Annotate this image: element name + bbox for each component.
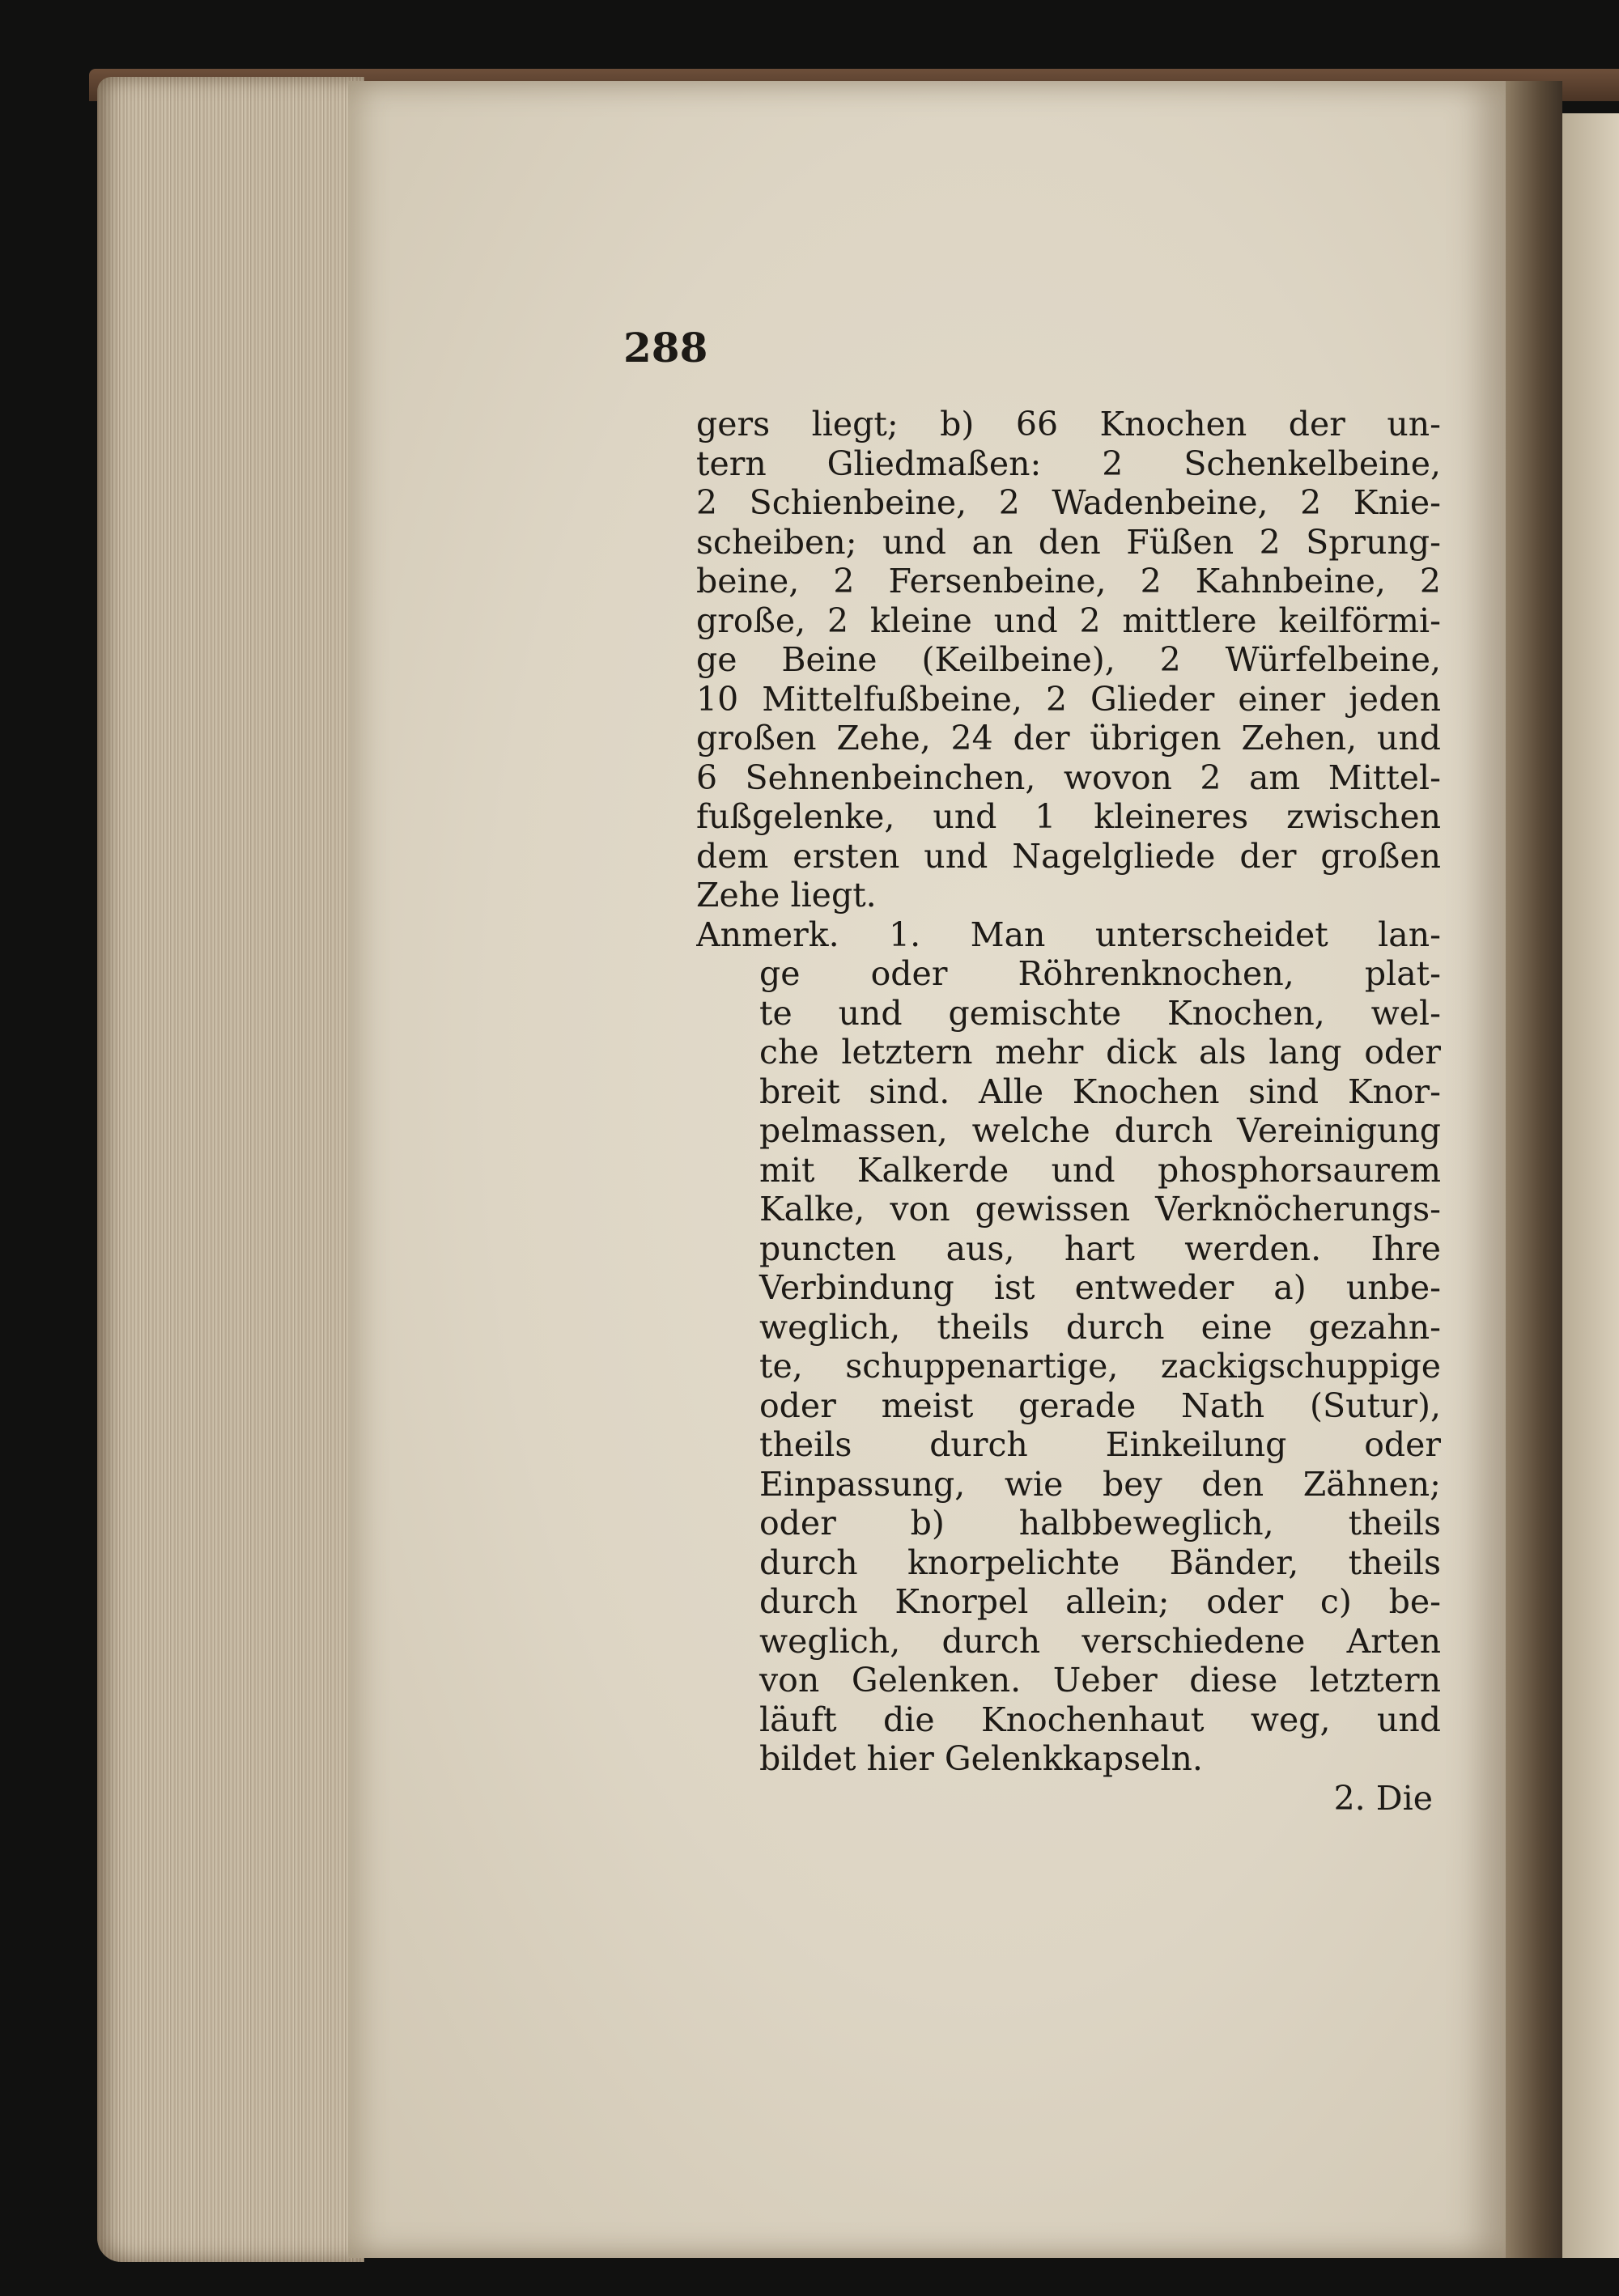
annotation-line: weglich, theils durch eine gezahn- bbox=[759, 1307, 1441, 1347]
annotation-line: Verbindung ist entweder a) unbe- bbox=[759, 1268, 1441, 1307]
catchword: 2. Die bbox=[1333, 1778, 1433, 1818]
text-line: scheiben; und an den Füßen 2 Sprung- bbox=[696, 522, 1441, 562]
annotation-line: durch knorpelichte Bänder, theils bbox=[759, 1543, 1441, 1582]
annotation-line: mit Kalkerde und phosphorsaurem bbox=[759, 1150, 1441, 1190]
annotation-line: durch Knorpel allein; oder c) be- bbox=[759, 1582, 1441, 1621]
annotation-line: ge oder Röhrenknochen, plat- bbox=[759, 954, 1441, 993]
text-line: Zehe liegt. bbox=[696, 876, 877, 915]
text-line: tern Gliedmaßen: 2 Schenkelbeine, bbox=[696, 443, 1441, 483]
page-edges bbox=[97, 77, 364, 2262]
annotation-line: te und gemischte Knochen, wel- bbox=[759, 993, 1441, 1033]
page-number: 288 bbox=[623, 324, 708, 371]
annotation-line: von Gelenken. Ueber diese letztern bbox=[759, 1661, 1441, 1700]
annotation-line: pelmassen, welche durch Vereinigung bbox=[759, 1111, 1441, 1150]
text-line: ge Beine (Keilbeine), 2 Würfelbeine, bbox=[696, 640, 1441, 679]
text-line: 10 Mittelfußbeine, 2 Glieder einer jeden bbox=[696, 679, 1441, 719]
book-gutter bbox=[1506, 81, 1562, 2258]
annotation-line: puncten aus, hart werden. Ihre bbox=[759, 1229, 1441, 1268]
page-text bbox=[696, 405, 1441, 1818]
text-line: 6 Sehnenbeinchen, wovon 2 am Mittel- bbox=[696, 758, 1441, 797]
annotation-line: theils durch Einkeilung oder bbox=[759, 1425, 1441, 1464]
text-line: fußgelenke, und 1 kleineres zwischen bbox=[696, 797, 1441, 836]
text-line: beine, 2 Fersenbeine, 2 Kahnbeine, 2 bbox=[696, 562, 1441, 601]
annotation-line: breit sind. Alle Knochen sind Knor- bbox=[759, 1072, 1441, 1111]
annotation-line: che letztern mehr dick als lang oder bbox=[759, 1033, 1441, 1072]
annotation-line: weglich, durch verschiedene Arten bbox=[759, 1621, 1441, 1661]
annotation-line: Kalke, von gewissen Verknöcherungs- bbox=[759, 1190, 1441, 1229]
text-line: gers liegt; b) 66 Knochen der un- bbox=[696, 405, 1441, 443]
text-line: dem ersten und Nagelgliede der großen bbox=[696, 836, 1441, 876]
facing-page-edge bbox=[1562, 113, 1619, 2258]
annotation-line: Anmerk. 1. Man unterscheidet lan- bbox=[696, 915, 1441, 954]
annotation-line: bildet hier Gelenkkapseln. bbox=[759, 1739, 1203, 1778]
annotation-line: oder meist gerade Nath (Sutur), bbox=[759, 1386, 1441, 1425]
text-line: großen Zehe, 24 der übrigen Zehen, und bbox=[696, 719, 1441, 758]
text-line: 2 Schienbeine, 2 Wadenbeine, 2 Knie- bbox=[696, 483, 1441, 522]
text-line: große, 2 kleine und 2 mittlere keilförmi- bbox=[696, 601, 1441, 640]
annotation-line: Einpassung, wie bey den Zähnen; bbox=[759, 1464, 1441, 1504]
annotation-line: oder b) halbbeweglich, theils bbox=[759, 1504, 1441, 1543]
annotation-line: läuft die Knochenhaut weg, und bbox=[759, 1700, 1441, 1739]
annotation-line: te, schuppenartige, zackigschuppige bbox=[759, 1347, 1441, 1386]
